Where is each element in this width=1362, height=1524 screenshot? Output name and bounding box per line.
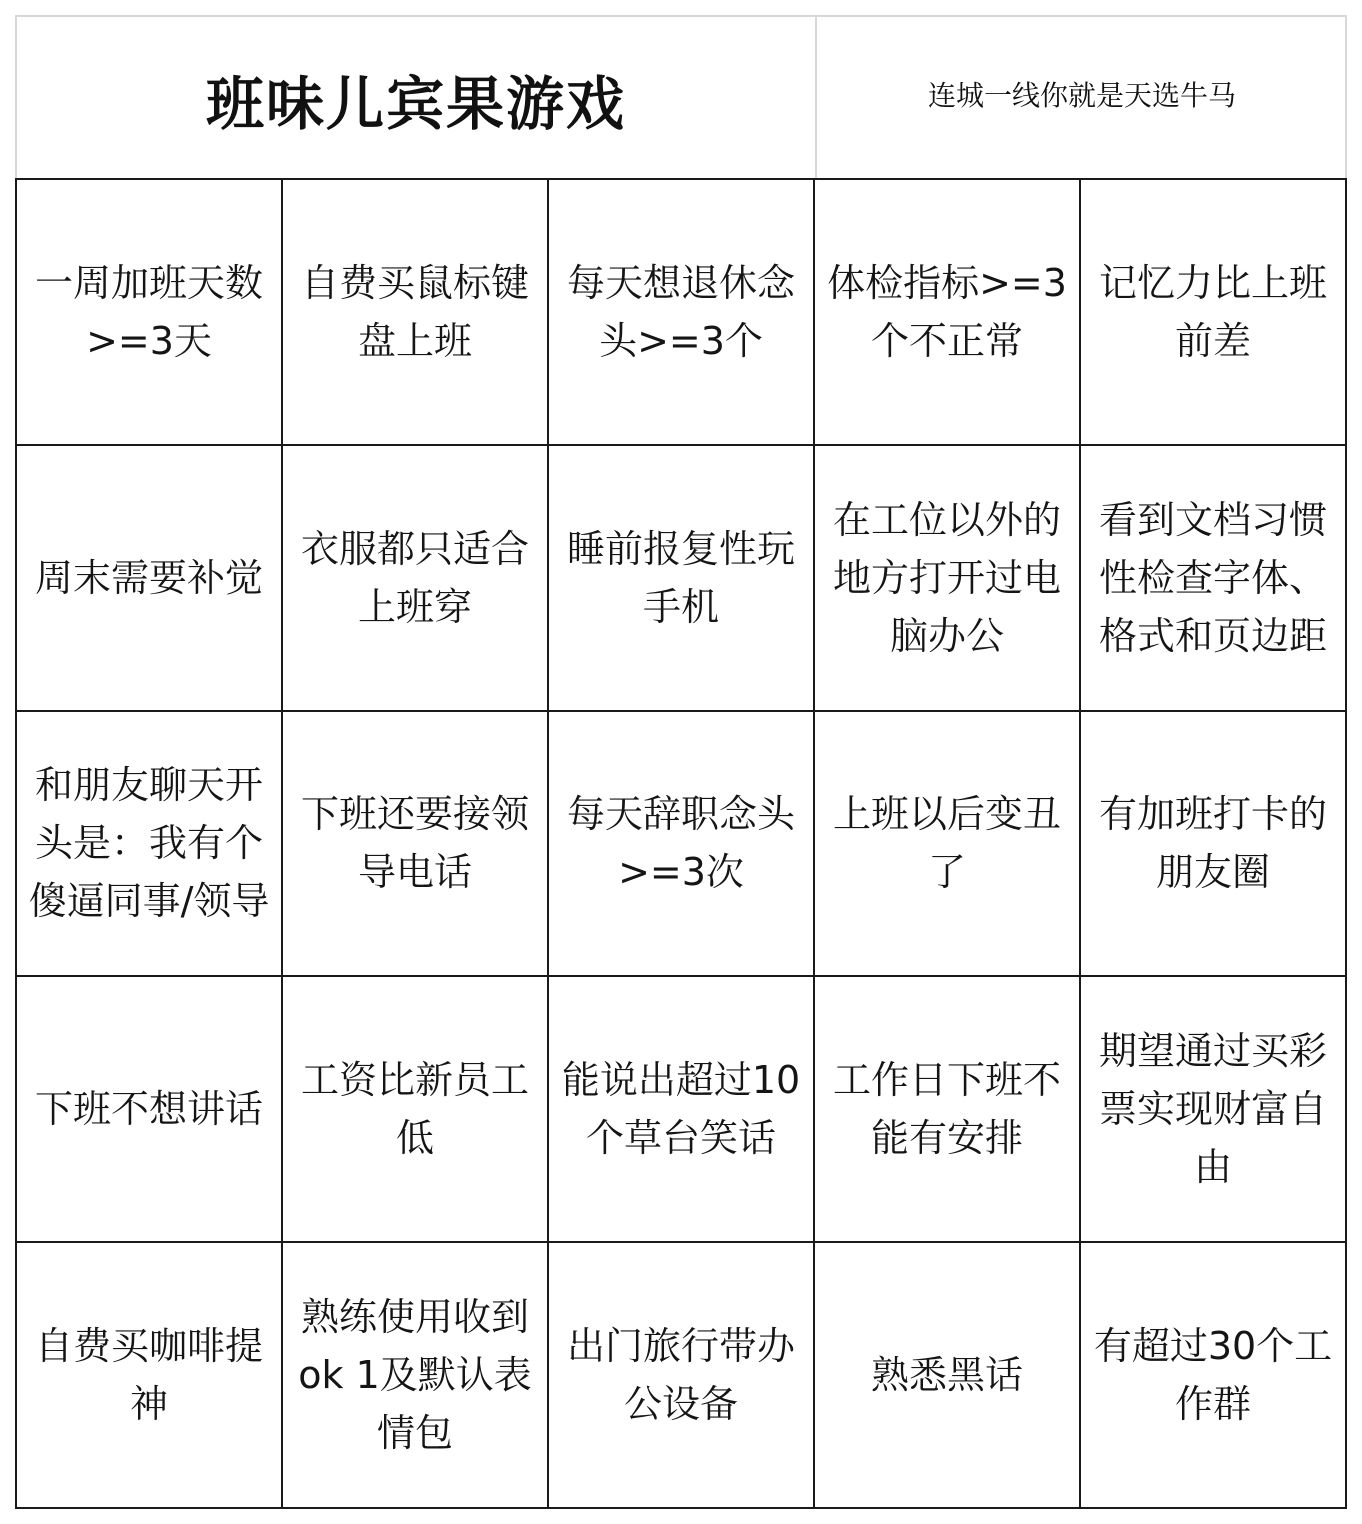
bingo-cell-4-4[interactable]: 工作日下班不能有安排	[815, 977, 1081, 1243]
bingo-grid	[15, 178, 1347, 1509]
bingo-cell-3-3[interactable]: 每天辞职念头>=3次	[549, 712, 815, 978]
bingo-cell-5-3[interactable]: 出门旅行带办公设备	[549, 1243, 815, 1509]
bingo-cell-5-5[interactable]: 有超过30个工作群	[1081, 1243, 1347, 1509]
page-subtitle: 连城一线你就是天选牛马	[927, 78, 1236, 112]
bingo-cell-1-5[interactable]: 记忆力比上班前差	[1081, 180, 1347, 446]
bingo-cell-4-3[interactable]: 能说出超过10个草台笑话	[549, 977, 815, 1243]
bingo-cell-3-4[interactable]: 上班以后变丑了	[815, 712, 1081, 978]
bingo-cell-1-1[interactable]: 一周加班天数>=3天	[17, 180, 283, 446]
bingo-cell-2-4[interactable]: 在工位以外的地方打开过电脑办公	[815, 446, 1081, 712]
bingo-cell-2-3[interactable]: 睡前报复性玩手机	[549, 446, 815, 712]
page-title: 班味儿宾果游戏	[205, 69, 626, 138]
bingo-cell-1-3[interactable]: 每天想退休念头>=3个	[549, 180, 815, 446]
bingo-header	[15, 15, 1347, 180]
bingo-cell-4-2[interactable]: 工资比新员工低	[283, 977, 549, 1243]
bingo-cell-4-1[interactable]: 下班不想讲话	[17, 977, 283, 1243]
bingo-cell-5-1[interactable]: 自费买咖啡提神	[17, 1243, 283, 1509]
bingo-cell-3-2[interactable]: 下班还要接领导电话	[283, 712, 549, 978]
bingo-cell-5-4[interactable]: 熟悉黑话	[815, 1243, 1081, 1509]
bingo-cell-2-5[interactable]: 看到文档习惯性检查字体、格式和页边距	[1081, 446, 1347, 712]
bingo-cell-3-5[interactable]: 有加班打卡的朋友圈	[1081, 712, 1347, 978]
bingo-cell-1-4[interactable]: 体检指标>=3个不正常	[815, 180, 1081, 446]
bingo-cell-5-2[interactable]: 熟练使用收到ok 1及默认表情包	[283, 1243, 549, 1509]
bingo-cell-3-1[interactable]: 和朋友聊天开头是：我有个傻逼同事/领导	[17, 712, 283, 978]
bingo-cell-1-2[interactable]: 自费买鼠标键盘上班	[283, 180, 549, 446]
bingo-cell-4-5[interactable]: 期望通过买彩票实现财富自由	[1081, 977, 1347, 1243]
bingo-cell-2-2[interactable]: 衣服都只适合上班穿	[283, 446, 549, 712]
bingo-cell-2-1[interactable]: 周末需要补觉	[17, 446, 283, 712]
